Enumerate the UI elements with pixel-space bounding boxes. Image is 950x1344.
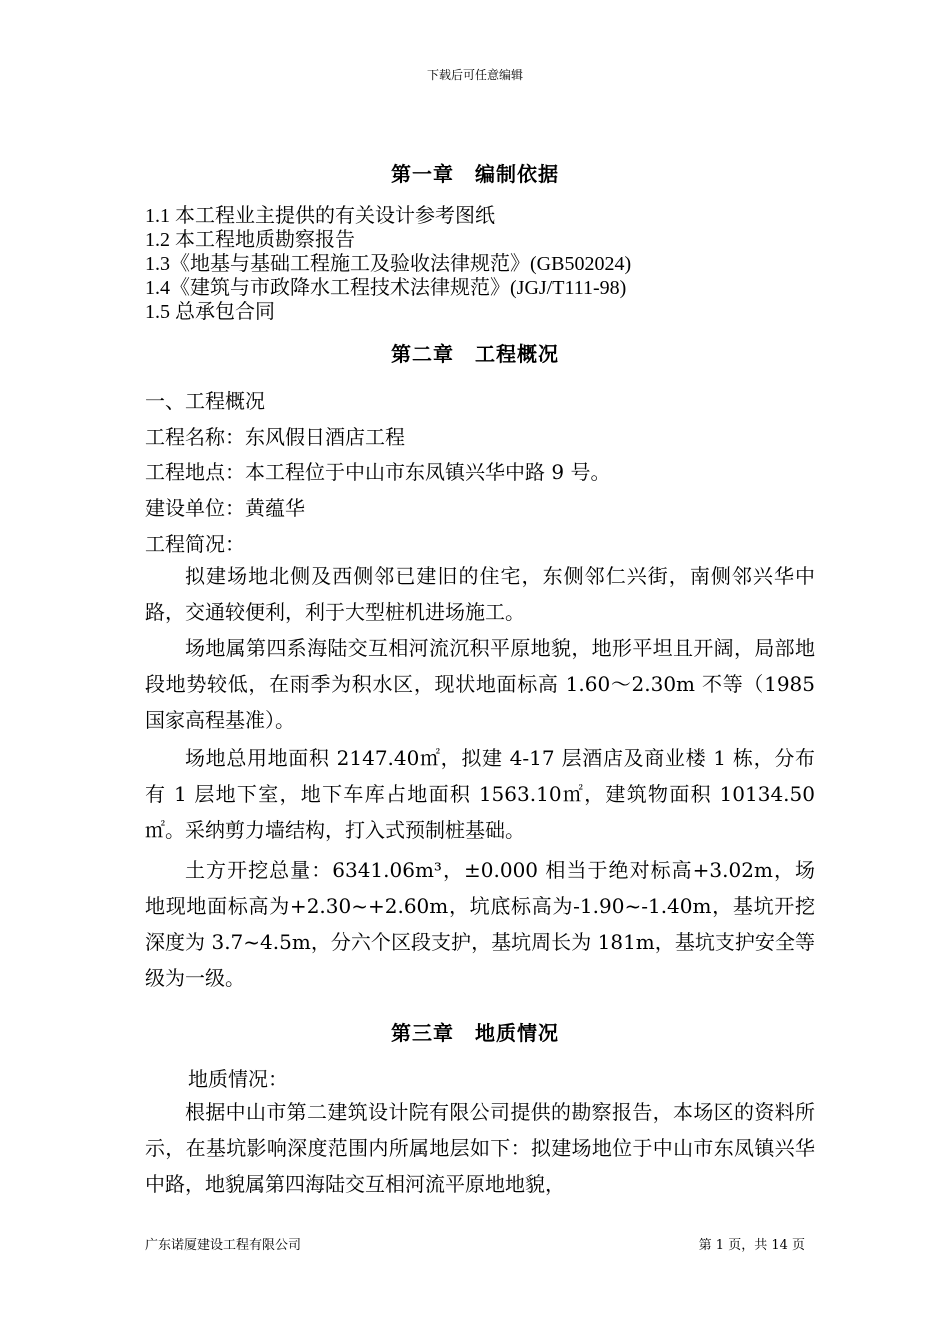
footer-company: 广东诺厦建设工程有限公司: [145, 1238, 302, 1253]
paragraph: 场地总用地面积 2147.40㎡，拟建 4-17 层酒店及商业楼 1 栋，分布有 1 层地下室，地下车库占地面积 1563.10㎡，建筑物面积 10134.50㎡。采纳剪力墙结构，打入式预制桩基础。: [145, 746, 815, 842]
basis-item: 1.2 本工程地质勘察报告: [145, 229, 355, 251]
project-owner: 建设单位：黄蕴华: [145, 496, 305, 520]
chapter3-title: 第三章 地质情况: [391, 1021, 559, 1045]
section-heading: 一、工程概况: [145, 389, 265, 413]
basis-item: 1.3《地基与基础工程施工及验收法律规范》(GB502024): [145, 253, 632, 275]
paragraph: 拟建场地北侧及西侧邻已建旧的住宅，东侧邻仁兴街，南侧邻兴华中路，交通较便利，利于大型桩机进场施工。: [145, 564, 815, 624]
project-name: 工程名称：东风假日酒店工程: [145, 425, 405, 449]
chapter1-title: 第一章 编制依据: [391, 162, 559, 186]
basis-item: 1.5 总承包合同: [145, 301, 275, 323]
basis-item: 1.1 本工程业主提供的有关设计参考图纸: [145, 205, 495, 227]
chapter2-title: 第二章 工程概况: [391, 342, 559, 366]
basis-list: [145, 204, 631, 324]
brief-label: 工程简况：: [145, 532, 245, 556]
project-location: 工程地点：本工程位于中山市东凤镇兴华中路 9 号。: [145, 460, 611, 484]
paragraph: 场地属第四系海陆交互相河流沉积平原地貌，地形平坦且开阔，局部地段地势较低，在雨季为积水区，现状地面标高 1.60～2.30m 不等（1985 国家高程基准）。: [145, 636, 815, 732]
paragraph: 土方开挖总量：6341.06m³，±0.000 相当于绝对标高+3.02m，场地现地面标高为+2.30~+2.60m，坑底标高为-1.90~-1.40m，基坑开挖深度为 3.7~4.5m，分六个区段支护，基坑周长为 181m，基坑支护安全等级为一级。: [145, 858, 815, 990]
basis-item: 1.4《建筑与市政降水工程技术法律规范》(JGJ/T111-98): [145, 277, 627, 299]
page-header: 下载后可任意编辑: [426, 68, 523, 82]
paragraph: 根据中山市第二建筑设计院有限公司提供的勘察报告，本场区的资料所示，在基坑影响深度范围内所属地层如下：拟建场地位于中山市东凤镇兴华中路，地貌属第四海陆交互相河流平原地地貌，: [145, 1100, 815, 1196]
geology-label: 地质情况：: [188, 1067, 288, 1091]
footer-page-number: 第 1 页，共 14 页: [698, 1238, 805, 1253]
